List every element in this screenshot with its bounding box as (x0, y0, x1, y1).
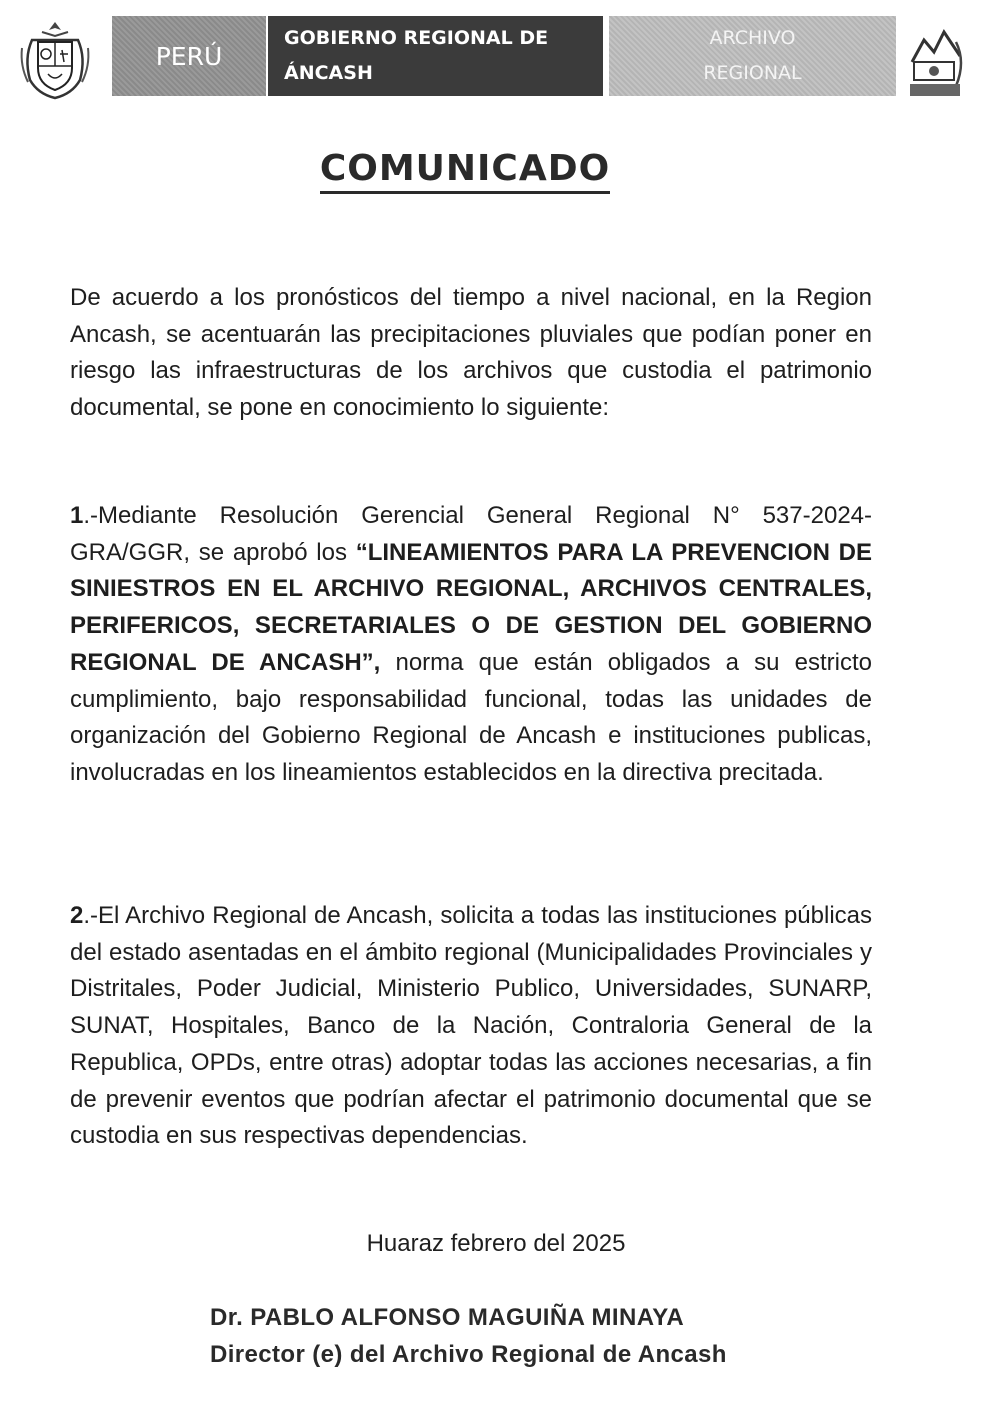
letterhead (0, 0, 1003, 110)
country-band (112, 16, 266, 96)
peru-coat-of-arms-icon (18, 18, 92, 100)
country-label: PERÚ (155, 41, 223, 71)
signatory-role: Director (e) del Archivo Regional de Ancash (210, 1341, 727, 1368)
office-line-1: ARCHIVO (709, 27, 796, 49)
office-line-2: REGIONAL (703, 62, 802, 84)
item-2-paragraph (70, 898, 872, 1155)
government-line-1: GOBIERNO REGIONAL DE (284, 27, 549, 49)
intro-paragraph: De acuerdo a los pronósticos del tiempo a nivel nacional, en la Region Ancash, se acentuarán las precipitaciones pluviales que podían poner en riesgo las infraestructuras de los archivos que custodia el patrimonio documental, se pone en conocimiento lo siguiente: (70, 284, 872, 422)
item-1-number: 1 (70, 502, 84, 529)
item-1-emphasis: “LINEAMIENTOS PARA LA PREVENCION DE SINIESTROS EN EL ARCHIVO REGIONAL, ARCHIVOS CENTRALES, PERIFERICOS, SECRETARIALES O DE GESTION DEL GOBIERNO REGIONAL DE ANCASH”, (70, 538, 872, 676)
government-line-2: ÁNCASH (284, 62, 373, 84)
item-1-text-before: .-Mediante Resolución Gerencial General Regional N° 537-2024-GRA/GGR, se aprobó los (70, 502, 872, 566)
item-1-paragraph (70, 498, 872, 792)
item-2-text: .-El Archivo Regional de Ancash, solicita a todas las instituciones públicas del estado asentadas en el ámbito regional (Municipalidades Provinciales y Distritales, Poder Judicial, Ministerio Publico, Universidades, SUNARP, SUNAT, Hospitales, Banco de la Nación, Contraloria General de la Republica, OPDs, entre otras) adoptar todas las acciones necesarias, a fin de prevenir eventos que podrían afectar el patrimonio documental que se custodia en sus respectivas dependencias. (70, 902, 872, 1150)
page-title: COMUNICADO (0, 148, 930, 189)
item-1-text-after: norma que están obligados a su estricto cumplimiento, bajo responsabilidad funcional, todas las unidades de organización del Gobierno Regional de Ancash e instituciones publicas, involucradas en los lineamientos establecidos en la directiva precitada. (70, 648, 872, 786)
signatory-name: Dr. PABLO ALFONSO MAGUIÑA MINAYA (210, 1304, 685, 1331)
government-band (268, 16, 603, 96)
document-date: Huaraz febrero del 2025 (366, 1230, 626, 1257)
region-ancash-logo-icon (904, 22, 970, 100)
item-2-number: 2 (70, 902, 84, 929)
office-band (609, 16, 896, 96)
